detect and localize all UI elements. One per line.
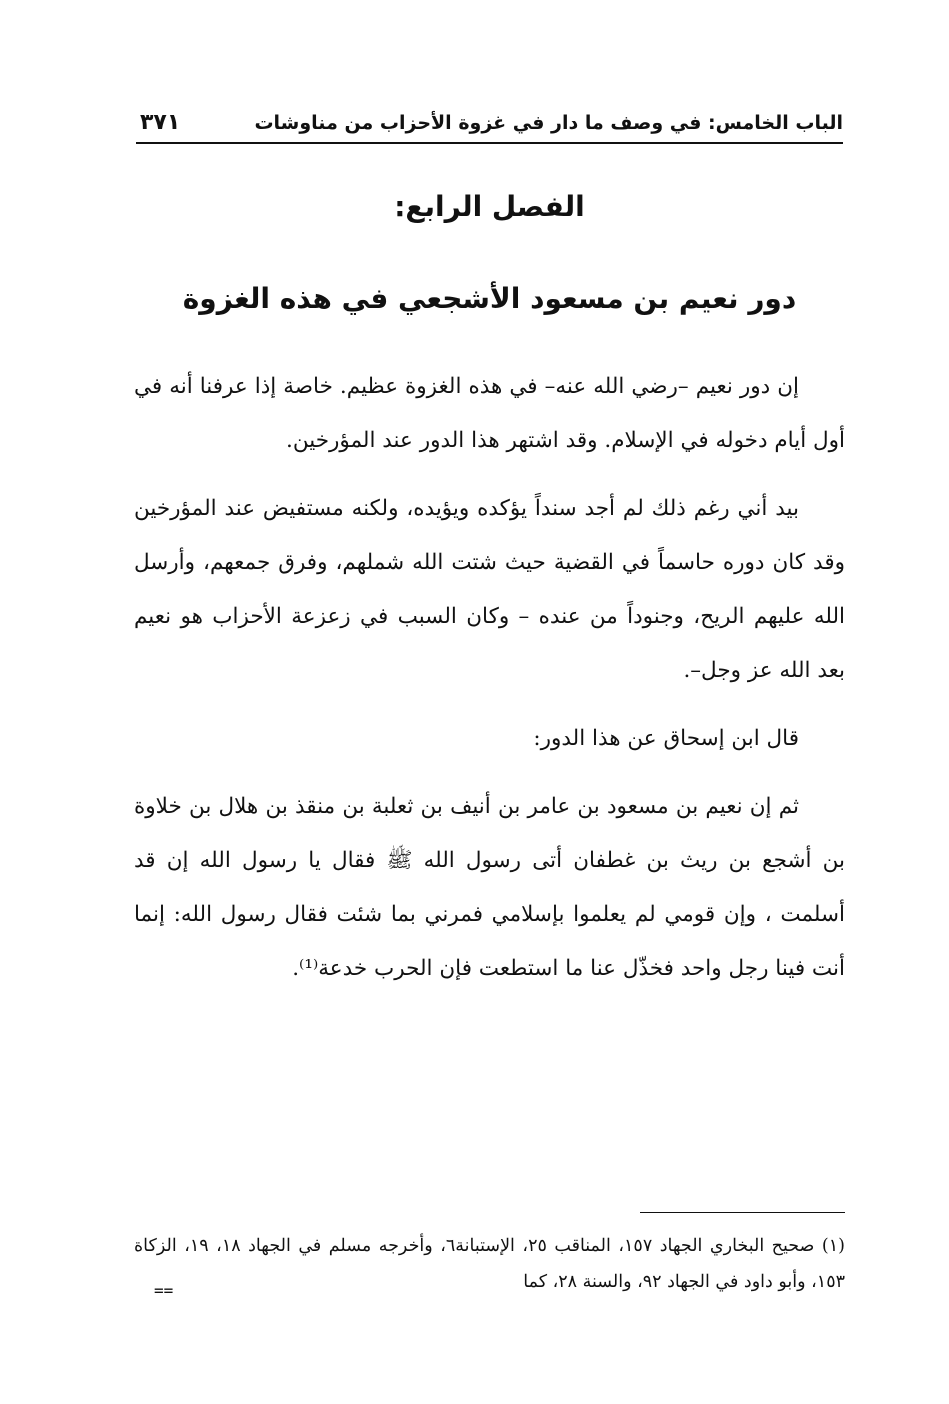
footnote-1: (١) صحيح البخاري الجهاد ١٥٧، المناقب ٢٥، الإستبانة٦، وأخرجه مسلم في الجهاد ١٨، ١٩، الزكاة ١٥٣، وأبو داود في الجهاد ٩٢، والسنة ٢٨، كما xyxy=(134,1236,845,1292)
paragraph-4: ثم إن نعيم بن مسعود بن عامر بن أنيف بن ثعلبة بن منقذ بن هلال بن خلاوة بن أشجع بن ريث بن غطفان أتى رسول الله ﷺ فقال يا رسول الله إن قد أسلمت ، وإن قومي لم يعلموا بإسلامي فمرني بما شئت فقال رسول الله: إنما أنت فينا رجل واحد فخذّل عنا ما استطعت فإن الحرب خدعة⁽¹⁾. xyxy=(134,794,845,981)
running-header xyxy=(136,108,843,144)
paragraph-1: إن دور نعيم –رضي الله عنه– في هذه الغزوة عظيم. خاصة إذا عرفنا أنه في أول أيام دخوله في الإسلام. وقد اشتهر هذا الدور عند المؤرخين. xyxy=(134,374,845,453)
footnote-divider xyxy=(640,1212,845,1213)
section-label: الفصل الرابع: xyxy=(394,190,585,223)
paragraph-3: قال ابن إسحاق عن هذا الدور: xyxy=(533,726,799,751)
page-number: ٣٧١ xyxy=(140,110,181,135)
footnotes xyxy=(134,1228,845,1300)
footnote-continuation-mark: == xyxy=(154,1281,174,1300)
section-title: دور نعيم بن مسعود الأشجعي في هذه الغزوة xyxy=(182,282,797,315)
running-header-title: الباب الخامس: في وصف ما دار في غزوة الأحزاب من مناوشات xyxy=(254,112,843,134)
paragraph-2: بيد أني رغم ذلك لم أجد سنداً يؤكده ويؤيده، ولكنه مستفيض عند المؤرخين وقد كان دوره حاسماً في القضية حيث شتت الله شملهم، وفرق جمعهم، وأرسل الله عليهم الريح، وجنوداً من عنده – وكان السبب في زعزعة الأحزاب هو نعيم بعد الله عز وجل–. xyxy=(134,496,845,683)
body-text xyxy=(134,360,845,1010)
